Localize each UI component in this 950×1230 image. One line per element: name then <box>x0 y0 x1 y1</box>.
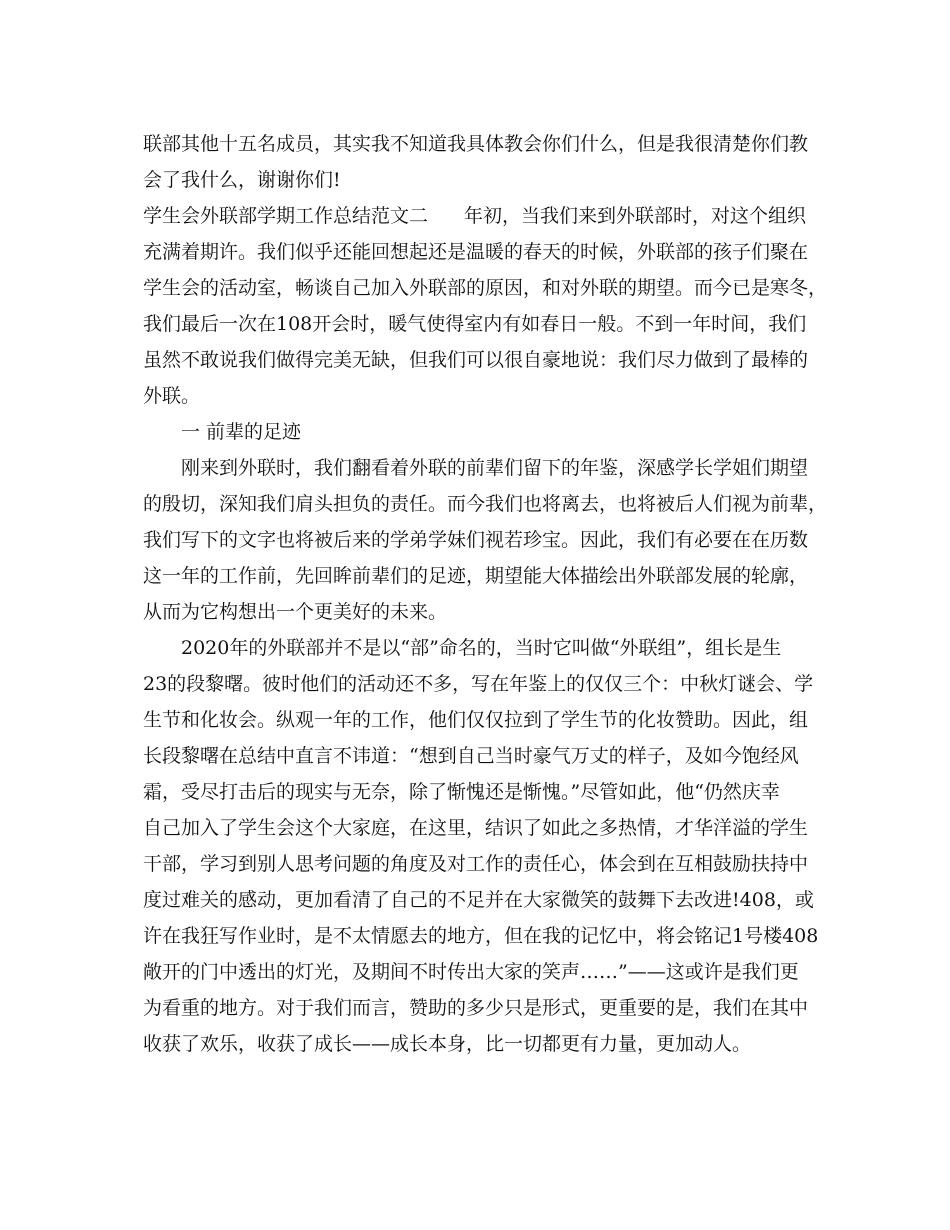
text-line <box>143 198 813 234</box>
text-line: 虽然不敢说我们做得完美无缺，但我们可以很自豪地说：我们尽力做到了最棒的 <box>143 349 809 371</box>
text-line: 23的段黎曙。彼时他们的活动还不多，写在年鉴上的仅仅三个：中秋灯谜会、学 <box>143 673 814 695</box>
section-title: 学生会外联部学期工作总结范文二 <box>143 205 429 227</box>
text-line: 2020年的外联部并不是以“部”命名的，当时它叫做“外联组”，组长是生 <box>181 637 782 659</box>
text-line: 联部其他十五名成员，其实我不知道我具体教会你们什么，但是我很清楚你们教 <box>143 133 809 155</box>
text-line: 会了我什么，谢谢你们! <box>143 169 341 191</box>
text-line: 刚来到外联时，我们翻看着外联的前辈们留下的年鉴，深感学长学姐们期望 <box>181 457 809 479</box>
text-line: 外联。 <box>143 385 201 407</box>
text-fragment: 年初，当我们来到外联部时，对这个组织 <box>464 205 807 227</box>
text-line: 充满着期许。我们似乎还能回想起还是温暖的春天的时候，外联部的孩子们聚在 <box>143 241 809 263</box>
text-line: 我们写下的文字也将被后来的学弟学妹们视若珍宝。因此，我们有必要在在历数 <box>143 529 809 551</box>
section-heading: 一 前辈的足迹 <box>181 421 302 443</box>
text-line: 度过难关的感动，更加看清了自己的不足并在大家微笑的鼓舞下去改进!408，或 <box>143 889 814 911</box>
text-line: 从而为它构想出一个更美好的未来。 <box>143 601 448 623</box>
text-line: 霜，受尽打击后的现实与无奈，除了惭愧还是惭愧。”尽管如此，他“仍然庆幸 <box>143 781 780 803</box>
text-line: 长段黎曙在总结中直言不讳道：“想到自己当时豪气万丈的样子，及如今饱经风 <box>143 745 799 767</box>
text-line: 为看重的地方。对于我们而言，赞助的多少只是形式，更重要的是，我们在其中 <box>143 997 809 1019</box>
text-line: 我们最后一次在108开会时，暖气使得室内有如春日一般。不到一年时间，我们 <box>143 313 807 335</box>
text-line: 自己加入了学生会这个大家庭，在这里，结识了如此之多热情，才华洋溢的学生 <box>143 817 809 839</box>
document-body <box>143 126 828 1062</box>
text-line: 许在我狂写作业时，是不太情愿去的地方，但在我的记忆中，将会铭记1号楼408 <box>143 925 819 947</box>
text-line: 的殷切，深知我们肩头担负的责任。而今我们也将离去，也将被后人们视为前辈， <box>143 493 828 515</box>
text-line: 学生会的活动室，畅谈自己加入外联部的原因，和对外联的期望。而今已是寒冬， <box>143 277 828 299</box>
text-line: 收获了欢乐，收获了成长——成长本身，比一切都更有力量，更加动人。 <box>143 1033 752 1055</box>
text-line: 生节和化妆会。纵观一年的工作，他们仅仅拉到了学生节的化妆赞助。因此，组 <box>143 709 809 731</box>
text-line: 干部，学习到别人思考问题的角度及对工作的责任心，体会到在互相鼓励扶持中 <box>143 853 809 875</box>
text-line: 敞开的门中透出的灯光，及期间不时传出大家的笑声……”——这或许是我们更 <box>143 961 799 983</box>
text-line: 这一年的工作前，先回眸前辈们的足迹，期望能大体描绘出外联部发展的轮廓， <box>143 565 809 587</box>
